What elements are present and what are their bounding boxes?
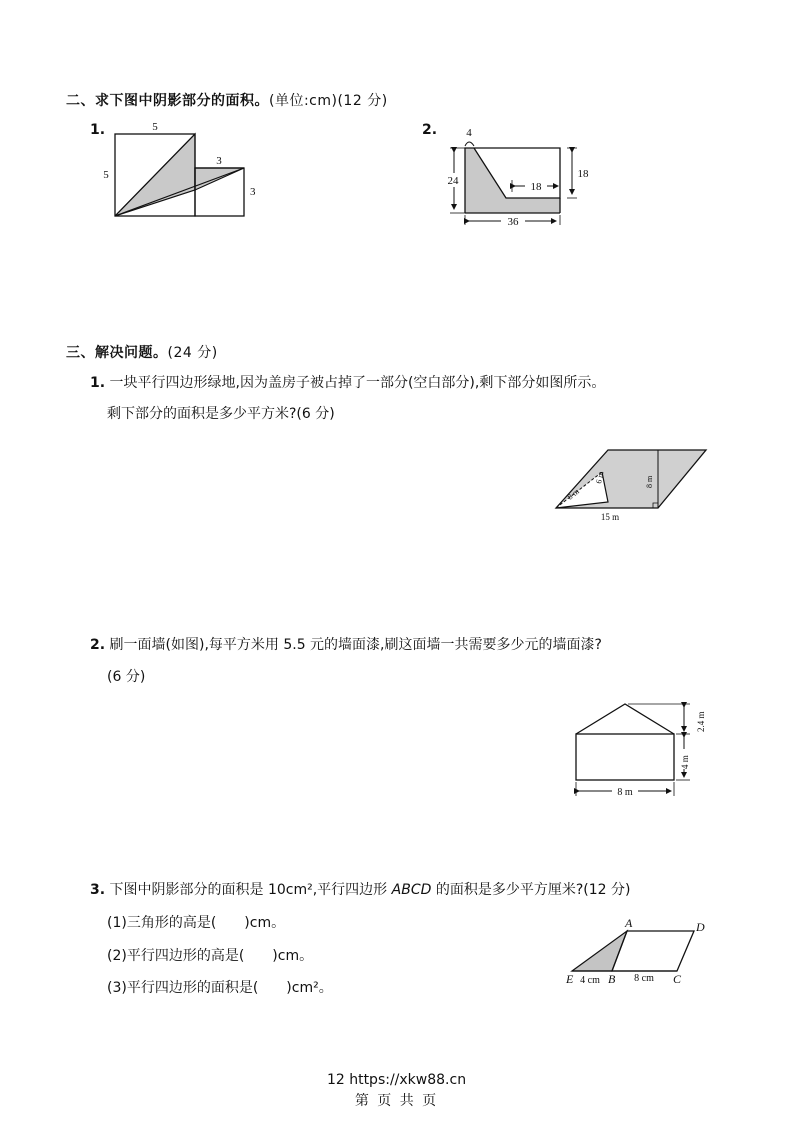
s3-p3-sub1: (1)三角形的高是( )cm。 [107,915,286,931]
q2-label-bottom: 36 [507,216,519,228]
q1-label-mid-top: 3 [216,155,222,167]
s3-p2-figure [566,694,716,806]
s3-p2-number: 2. [90,637,106,653]
section2-note: (单位:cm)(12 分) [269,93,388,109]
p2-label-wall: 4 m [680,755,690,769]
s3-p3-number: 3. [90,882,106,898]
s2-q1-number: 1. [90,122,106,138]
s2-q2-number: 2. [422,122,438,138]
s3-p3-figure [562,915,722,990]
q2-label-right: 18 [577,168,589,180]
s3-p1-line1: 一块平行四边形绿地,因为盖房子被占掉了一部分(空白部分),剩下部分如图所示。 [109,375,606,391]
p3-label-B: B [608,972,616,986]
q2-label-top: 4 [466,127,472,139]
p2-label-width: 8 m [617,787,633,798]
p2-roof-triangle [576,704,674,734]
q2-label-left: 24 [447,175,459,187]
p1-label-six: 6 m [594,470,606,485]
s3-p1-line1-row [90,373,605,393]
s3-p3-line-b: 的面积是多少平方厘米?(12 分) [431,882,631,898]
s3-p2-line1-row [90,635,602,655]
footer-watermark: 12 https://xkw88.cn [326,1072,467,1088]
q1-label-right: 3 [250,186,256,198]
q2-top-bracket [465,142,474,146]
q1-label-left: 5 [103,169,109,181]
p3-label-E: E [566,972,574,986]
s3-p2-line1: 刷一面墙(如图),每平方米用 5.5 元的墙面漆,刷这面墙一共需要多少元的墙面漆? [109,637,602,653]
s3-p1-line2: 剩下部分的面积是多少平方米?(6 分) [107,406,335,422]
s2-q1-figure [100,118,270,228]
p2-wall-rect [576,734,674,780]
s3-p3-sub3: (3)平行四边形的面积是( )cm²。 [107,980,333,996]
p1-label-eight-slant: 8 m [565,486,581,502]
q2-label-inner: 18 [530,181,542,193]
s3-p3-abcd: ABCD [391,882,432,898]
p2-label-roof: 2.4 m [696,711,706,732]
s3-p3-line-row [90,880,630,900]
footer-page: 第 页 共 页 [354,1093,439,1109]
p3-label-D: D [696,920,705,934]
section2-title: 二、求下图中阴影部分的面积。 [66,93,269,109]
section3-title: 三、解决问题。 [66,345,168,361]
section3-heading [66,342,218,362]
p1-label-eight-h: 8 m [645,475,654,488]
p3-label-A: A [625,916,633,930]
p3-shaded-triangle [572,931,627,971]
p3-label-C: C [673,972,682,986]
section3-note: (24 分) [167,345,218,361]
s3-p1-figure [548,444,718,526]
s3-p2-line2: (6 分) [107,669,146,685]
section2-heading [66,90,388,110]
p3-parallelogram [612,931,694,971]
p1-label-fifteen: 15 m [600,512,620,522]
s2-q2-figure [440,122,600,232]
s3-p1-number: 1. [90,375,106,391]
p3-label-bc: 8 cm [634,973,654,984]
s3-p3-line-a: 下图中阴影部分的面积是 10cm²,平行四边形 [109,882,392,898]
s3-p3-sub2: (2)平行四边形的高是( )cm。 [107,948,314,964]
q1-label-top: 5 [152,121,158,133]
p3-label-eb: 4 cm [580,975,600,986]
